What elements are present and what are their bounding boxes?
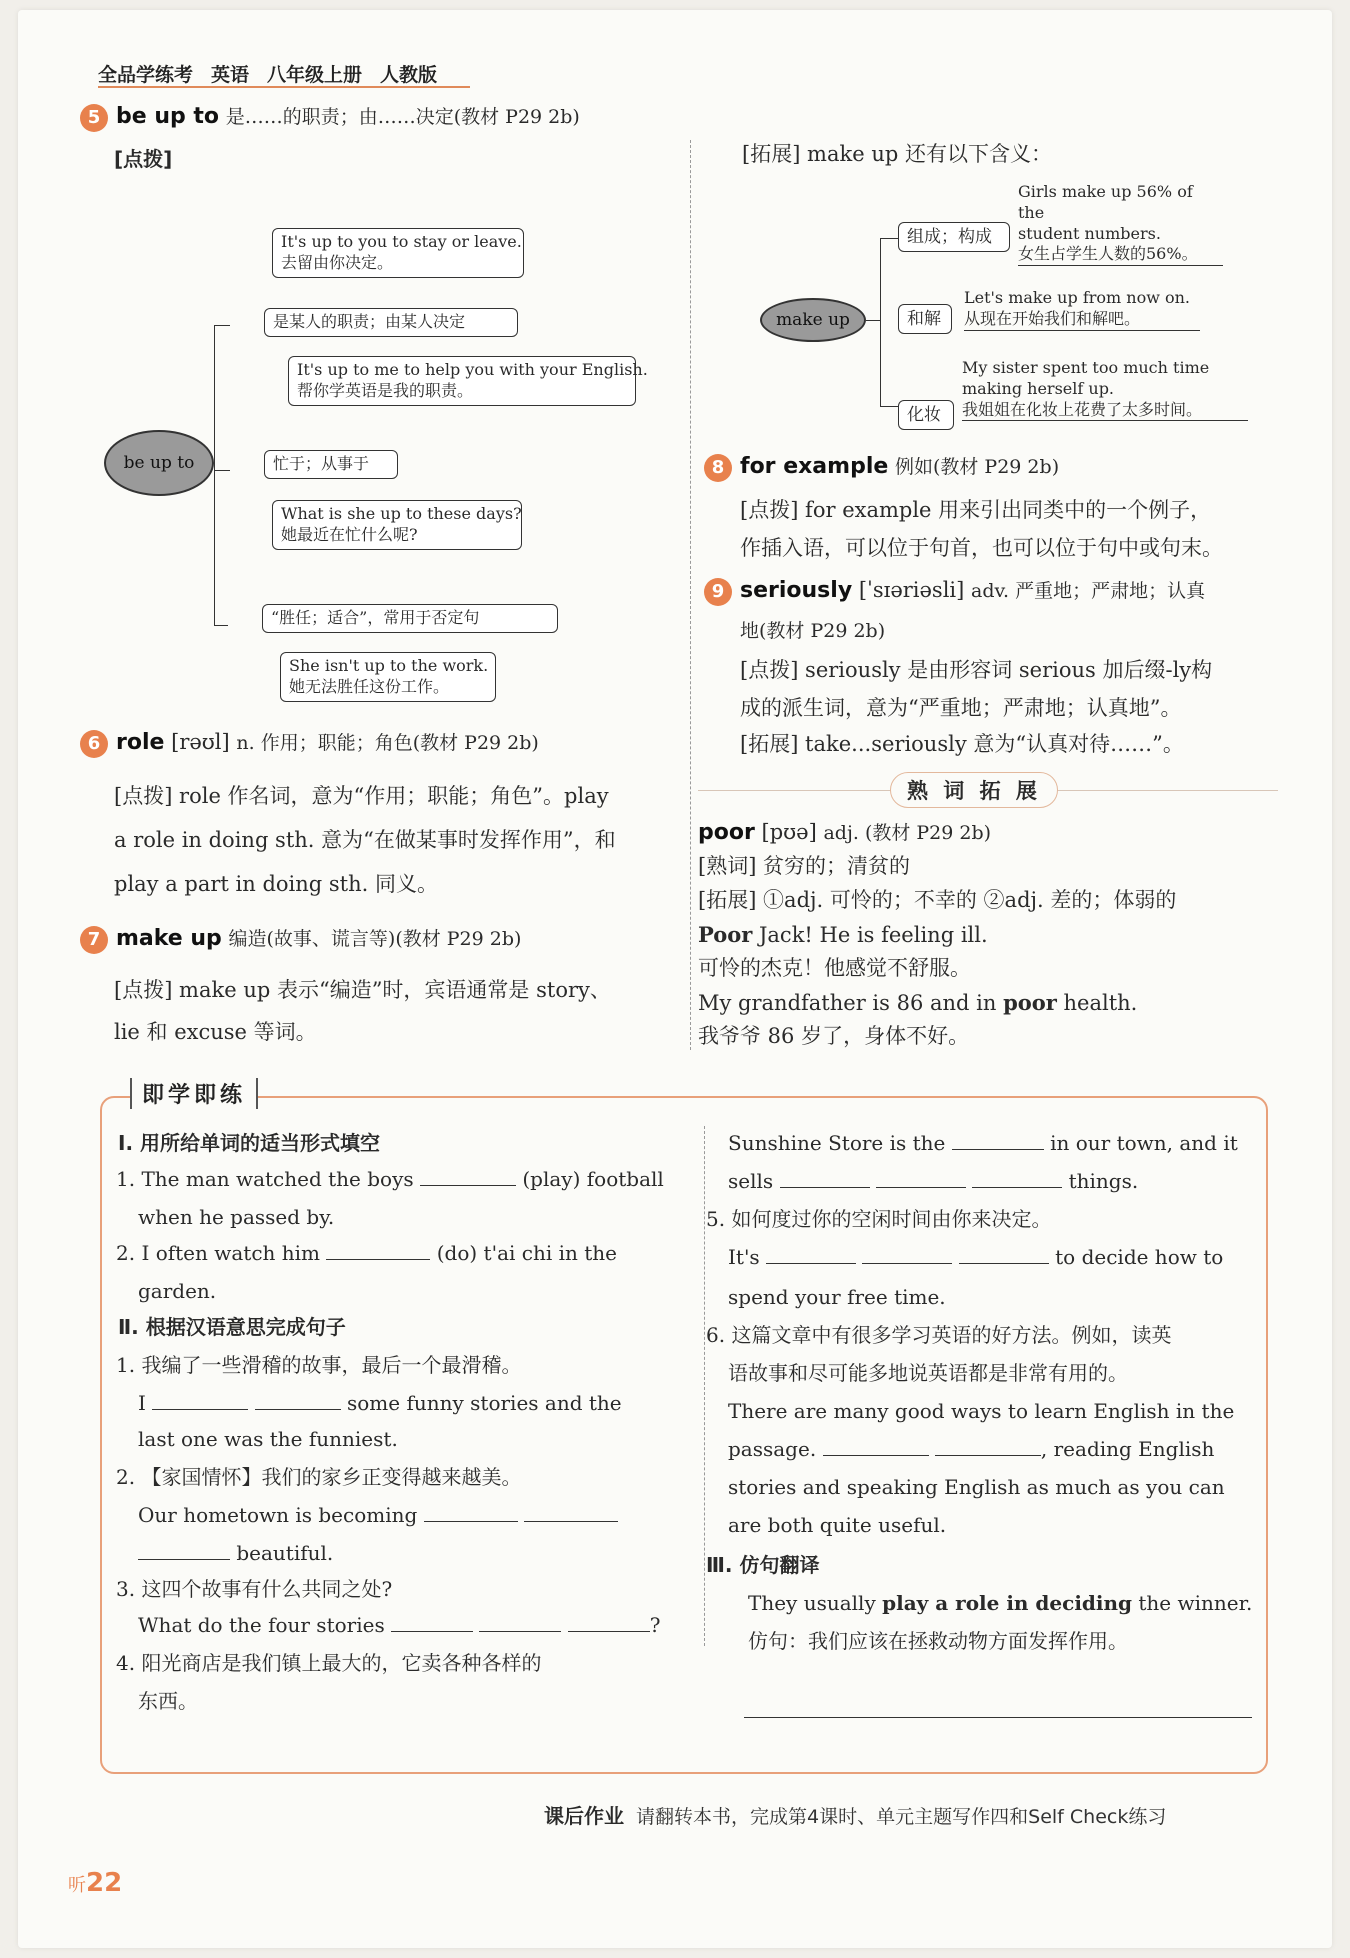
- example-cn: 帮你学英语是我的职责。: [297, 380, 474, 400]
- answer-6-cont: are both quite useful.: [728, 1513, 947, 1537]
- text: , reading English: [1040, 1437, 1215, 1461]
- answer-blank[interactable]: [862, 1244, 952, 1264]
- familiar-word-line: [698, 818, 991, 849]
- familiar-example: [698, 988, 1137, 1018]
- item6-meaning: n. 作用；职能；角色(教材 P29 2b): [236, 732, 539, 754]
- familiar-example-cn: 我爷爷 86 岁了，身体不好。: [698, 1024, 970, 1048]
- answer-blank[interactable]: [972, 1168, 1062, 1188]
- text: ?: [649, 1613, 661, 1637]
- mindmap-connector: [880, 406, 898, 407]
- answer-4: [728, 1128, 1238, 1159]
- text: passage.: [728, 1437, 817, 1461]
- homework-label: 课后作业: [544, 1804, 624, 1828]
- prompt-5: 5. 如何度过你的空闲时间由你来决定。: [706, 1207, 1052, 1231]
- mindmap-label-bubble: 和解: [898, 304, 952, 334]
- edition: 人教版: [380, 64, 438, 86]
- mindmap-example-bubble: [272, 500, 522, 550]
- answer-blank[interactable]: [391, 1612, 473, 1632]
- bold-word: Poor: [698, 922, 753, 947]
- grade: 八年级上册: [267, 64, 363, 86]
- prompt-1: 1. 我编了一些滑稽的故事，最后一个最滑稽。: [116, 1353, 522, 1377]
- question-1-cont: when he passed by.: [138, 1205, 335, 1229]
- example-cn: 从现在开始我们和解吧。: [964, 308, 1141, 328]
- translation-answer-line[interactable]: [744, 1716, 1252, 1718]
- keyword: role: [116, 730, 165, 755]
- item7-line: [点拨] make up 表示“编造”时，宾语通常是 story、: [114, 978, 611, 1002]
- example-en: My sister spent too much time: [962, 358, 1210, 377]
- item-number: 6: [80, 730, 108, 758]
- item6-line: a role in doing sth. 意为“在做某事时发挥作用”，和: [114, 828, 616, 852]
- familiar-example-cn: 可怜的杰克！他感觉不舒服。: [698, 956, 971, 980]
- prompt-4: 4. 阳光商店是我们镇上最大的，它卖各种各样的: [116, 1651, 542, 1675]
- column-divider: [690, 140, 691, 1050]
- item7-meaning: 编造(故事、谎言等)(教材 P29 2b): [228, 928, 522, 950]
- prompt-4-cont: 东西。: [138, 1689, 198, 1713]
- mindmap-connector: [866, 320, 880, 321]
- mindmap-connector: [214, 325, 230, 326]
- text: 2. I often watch him: [116, 1241, 321, 1265]
- answer-blank[interactable]: [524, 1502, 618, 1522]
- mindmap-center: be up to: [104, 430, 214, 496]
- item8-line: [点拨] for example 用来引出同类中的一个例子，: [740, 498, 1212, 522]
- model-sentence: [748, 1588, 1252, 1619]
- mindmap-label-bubble: 化妆: [898, 400, 954, 430]
- example-en: Let's make up from now on.: [964, 288, 1191, 307]
- meaning: adj. (教材 P29 2b): [823, 822, 992, 844]
- example-en: It's up to you to stay or leave.: [281, 232, 522, 251]
- page-num: 22: [86, 1868, 123, 1898]
- answer-3: [138, 1610, 661, 1641]
- example-cn: 女生占学生人数的56%。: [1018, 244, 1198, 264]
- practice-title: 即学即练: [130, 1078, 258, 1109]
- answer-6-cont: [728, 1434, 1214, 1465]
- mindmap-connector: [880, 238, 898, 239]
- answer-blank[interactable]: [152, 1390, 248, 1410]
- item9-line: [点拨] seriously 是由形容词 serious 加后缀-ly构: [740, 658, 1213, 682]
- answer-1: [138, 1388, 622, 1419]
- example-cn: 我姐姐在化妆上花费了太多时间。: [962, 399, 1203, 419]
- item-number: 8: [704, 454, 732, 482]
- mindmap-label-bubble: 组成；构成: [898, 222, 1010, 252]
- familiar-example: [698, 920, 988, 950]
- answer-blank[interactable]: [326, 1240, 430, 1260]
- answer-blank[interactable]: [823, 1436, 929, 1456]
- prompt-6: 6. 这篇文章中有很多学习英语的好方法。例如，读英: [706, 1323, 1172, 1347]
- item7-heading: [80, 924, 521, 955]
- mindmap-example-bubble: [272, 228, 524, 278]
- text: health.: [1056, 991, 1138, 1015]
- homework-note: [544, 1800, 1166, 1829]
- familiar-line: [熟词] 贫穷的；清贫的: [698, 854, 911, 878]
- question-1: [116, 1164, 664, 1195]
- answer-blank[interactable]: [479, 1612, 561, 1632]
- answer-blank[interactable]: [255, 1390, 341, 1410]
- answer-blank[interactable]: [420, 1166, 516, 1186]
- answer-blank[interactable]: [138, 1540, 230, 1560]
- example-cn: 她最近在忙什么呢?: [281, 524, 418, 544]
- translate-prompt: 仿句：我们应该在拯救动物方面发挥作用。: [748, 1629, 1128, 1653]
- familiar-line: [拓展] ①adj. 可怜的；不幸的 ②adj. 差的；体弱的: [698, 888, 1177, 912]
- prompt-6-cont: 语故事和尽可能多地说英语都是非常有用的。: [728, 1361, 1128, 1385]
- example-en: Girls make up 56% of the: [1018, 182, 1193, 222]
- example-en: It's up to me to help you with your English.: [297, 360, 648, 379]
- mindmap-trunk: [214, 325, 215, 625]
- answer-blank[interactable]: [424, 1502, 518, 1522]
- item6-heading: [80, 728, 539, 759]
- item9-heading: [704, 576, 1205, 607]
- page-number: [68, 1868, 122, 1898]
- text: the winner.: [1132, 1591, 1253, 1615]
- phonetic: [rəʊl]: [171, 730, 230, 754]
- mindmap-example: [964, 288, 1200, 331]
- header-rule: [98, 86, 470, 88]
- mindmap-example-bubble: [288, 356, 648, 406]
- item8-heading: [704, 452, 1059, 483]
- familiar-heading: 熟 词 拓 展: [890, 772, 1058, 808]
- text: (do) t'ai chi in the: [436, 1241, 617, 1265]
- example-en: student numbers.: [1018, 223, 1161, 243]
- text: It's: [728, 1245, 760, 1269]
- item-number: 7: [80, 926, 108, 954]
- question-2: [116, 1238, 617, 1269]
- item9-line: 成的派生词，意为“严重地；严肃地；认真地”。: [740, 696, 1182, 720]
- section-2-title: Ⅱ. 根据汉语意思完成句子: [118, 1315, 346, 1339]
- mindmap-example-bubble: [280, 652, 496, 702]
- answer-5: [728, 1242, 1223, 1273]
- keyword: seriously: [740, 578, 853, 603]
- keyword: make up: [116, 926, 222, 951]
- answer-blank[interactable]: [959, 1244, 1049, 1264]
- answer-6: There are many good ways to learn English in the: [728, 1399, 1235, 1423]
- mindmap-example: [962, 358, 1248, 421]
- mindmap-label-bubble: 忙于；从事于: [264, 450, 398, 479]
- text: Jack! He is feeling ill.: [752, 923, 988, 947]
- example-cn: 她无法胜任这份工作。: [289, 676, 450, 696]
- bold-phrase: play a role in deciding: [882, 1591, 1133, 1615]
- page-prefix: 听: [68, 1875, 86, 1896]
- question-2-cont: garden.: [138, 1279, 217, 1303]
- keyword: be up to: [116, 104, 220, 129]
- example-cn: 去留由你决定。: [281, 252, 394, 272]
- text: beautiful.: [236, 1541, 334, 1565]
- text: sells: [728, 1169, 774, 1193]
- book-title: 全品学练考: [98, 64, 194, 86]
- answer-1-cont: last one was the funniest.: [138, 1427, 398, 1451]
- item7-line: lie 和 excuse 等词。: [114, 1020, 317, 1044]
- answer-blank[interactable]: [952, 1130, 1044, 1150]
- bold-word: poor: [1003, 990, 1057, 1015]
- text: My grandfather is 86 and in: [698, 991, 1004, 1015]
- mindmap-label-bubble: 是某人的职责；由某人决定: [264, 308, 518, 337]
- subject: 英语: [211, 64, 250, 86]
- phonetic: [pʊə]: [761, 820, 817, 844]
- practice-divider: [704, 1126, 705, 1646]
- item9-meaning: adv. 严重地；严肃地；认真: [971, 580, 1206, 602]
- keyword: poor: [698, 820, 755, 845]
- text: They usually: [748, 1591, 883, 1615]
- item8-line: 作插入语，可以位于句首，也可以位于句中或句末。: [740, 536, 1223, 560]
- example-en: What is she up to these days?: [281, 504, 522, 523]
- text: to decide how to: [1055, 1245, 1224, 1269]
- keyword: for example: [740, 454, 889, 479]
- text: in our town, and it: [1050, 1131, 1238, 1155]
- text: I: [138, 1391, 146, 1415]
- item-number: 9: [704, 578, 732, 606]
- item6-line: [点拨] role 作名词，意为“作用；职能；角色”。play: [114, 784, 609, 808]
- text: Sunshine Store is the: [728, 1131, 946, 1155]
- item6-line: play a part in doing sth. 同义。: [114, 872, 438, 896]
- answer-2: [138, 1500, 618, 1531]
- answer-4-cont: [728, 1166, 1138, 1197]
- item-number: 5: [80, 104, 108, 132]
- example-en: making herself up.: [962, 378, 1115, 398]
- example-en: She isn't up to the work.: [289, 656, 489, 675]
- prompt-3: 3. 这四个故事有什么共同之处?: [116, 1577, 393, 1601]
- answer-blank[interactable]: [935, 1436, 1041, 1456]
- mindmap-label-bubble: “胜任；适合”，常用于否定句: [262, 604, 558, 633]
- answer-blank[interactable]: [876, 1168, 966, 1188]
- answer-2-cont: [138, 1538, 333, 1569]
- page-header: [98, 60, 455, 87]
- section-1-title: Ⅰ. 用所给单词的适当形式填空: [118, 1131, 381, 1155]
- text: (play) football: [522, 1167, 664, 1191]
- answer-blank[interactable]: [780, 1168, 870, 1188]
- item5-tip-label: [点拨]: [114, 147, 173, 171]
- mindmap-connector: [214, 625, 228, 626]
- answer-blank[interactable]: [568, 1612, 650, 1632]
- expand-title: [拓展] make up 还有以下含义：: [742, 142, 1052, 166]
- text: Our hometown is becoming: [138, 1503, 418, 1527]
- text: things.: [1068, 1169, 1139, 1193]
- prompt-2: 2. 【家国情怀】我们的家乡正变得越来越美。: [116, 1465, 522, 1489]
- item5-meaning: 是……的职责；由……决定(教材 P29 2b): [225, 106, 580, 128]
- section-3-title: Ⅲ. 仿句翻译: [706, 1553, 820, 1577]
- mindmap-center: make up: [760, 298, 866, 342]
- answer-blank[interactable]: [766, 1244, 856, 1264]
- mindmap-trunk: [880, 238, 881, 406]
- item5-heading: [80, 102, 580, 133]
- text: What do the four stories: [138, 1613, 385, 1637]
- answer-6-cont: stories and speaking English as much as you can: [728, 1475, 1225, 1499]
- text: 1. The man watched the boys: [116, 1167, 414, 1191]
- text: some funny stories and the: [346, 1391, 622, 1415]
- mindmap-example: [1018, 182, 1223, 266]
- homework-text: 请翻转本书，完成第4课时、单元主题写作四和Self Check练习: [636, 1806, 1167, 1828]
- item9-line: 地(教材 P29 2b): [740, 620, 886, 642]
- item8-meaning: 例如(教材 P29 2b): [894, 456, 1060, 478]
- phonetic: [ˈsɪəriəsli]: [858, 578, 965, 602]
- answer-5-cont: spend your free time.: [728, 1285, 946, 1309]
- page: [18, 10, 1332, 1948]
- mindmap-connector: [214, 470, 230, 471]
- item9-line: [拓展] take...seriously 意为“认真对待……”。: [740, 732, 1184, 756]
